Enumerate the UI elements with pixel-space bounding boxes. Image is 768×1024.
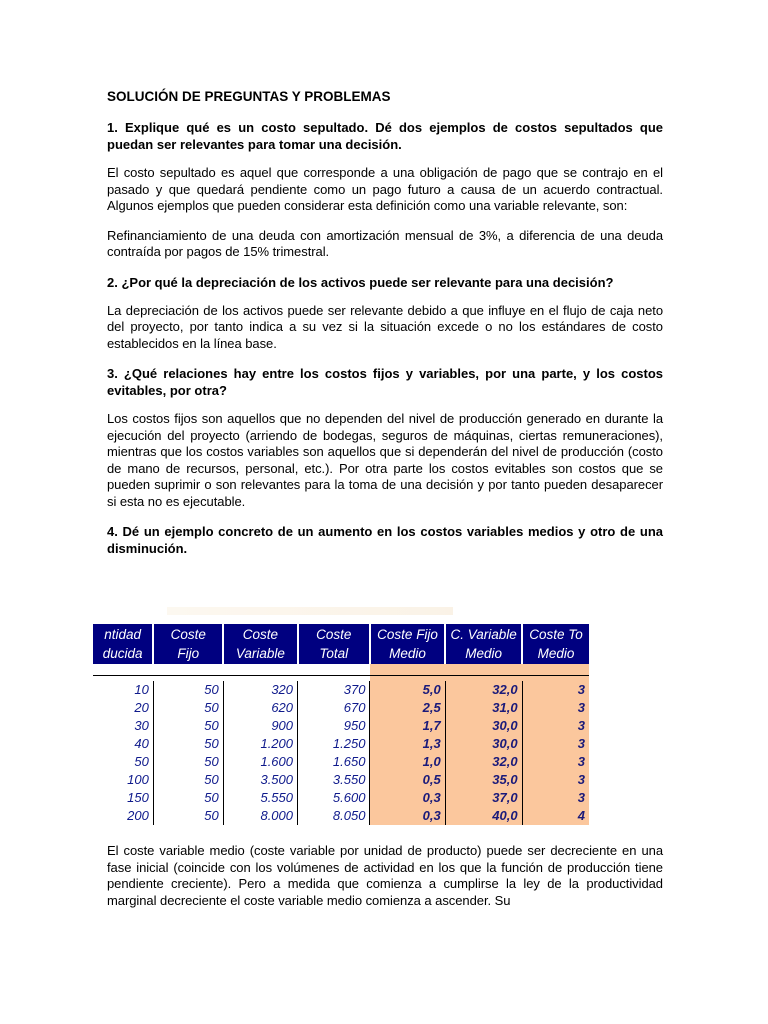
table-cell: 0,5 xyxy=(370,771,445,789)
table-cell: 3 xyxy=(522,699,589,717)
table-cell: 30,0 xyxy=(445,735,522,753)
answer-1-paragraph-2: Refinanciamiento de una deuda con amortización mensual de 3%, a diferencia de una deuda contraída por pagos de 15% trimestral. xyxy=(107,227,663,259)
table-cell: 620 xyxy=(223,699,297,717)
header-coste-total-medio: Coste To Medio xyxy=(522,624,589,664)
table-cell: 3.500 xyxy=(223,771,297,789)
table-row xyxy=(93,789,589,807)
table-cell: 3 xyxy=(522,717,589,735)
document-title: SOLUCIÓN DE PREGUNTAS Y PROBLEMAS xyxy=(107,89,391,104)
answer-4: El coste variable medio (coste variable por unidad de producto) puede ser decreciente en una fase inicial (coincide con los volúmenes de actividad en los que la función de producción tiene pendiente creciente). Pero a medida que comienza a cumplirse la ley de la productividad marginal decreciente el coste variable medio comienza a ascender. Su xyxy=(107,843,663,908)
table-cell: 50 xyxy=(153,681,223,699)
table-cell: 3 xyxy=(522,789,589,807)
table-cell: 1.200 xyxy=(223,735,297,753)
table-cell: 50 xyxy=(93,753,153,771)
table-cell: 1,7 xyxy=(370,717,445,735)
question-2: 2. ¿Por qué la depreciación de los activos puede ser relevante para una decisión? xyxy=(107,274,614,290)
table-row xyxy=(93,717,589,735)
table-cell: 40 xyxy=(93,735,153,753)
table-cell: 2,5 xyxy=(370,699,445,717)
table-cell: 50 xyxy=(153,753,223,771)
table-cell: 50 xyxy=(153,699,223,717)
table-cell: 3.550 xyxy=(298,771,370,789)
table-cell: 35,0 xyxy=(445,771,522,789)
table-row xyxy=(93,771,589,789)
table-cell: 31,0 xyxy=(445,699,522,717)
table-cell: 3 xyxy=(522,771,589,789)
table-cell: 0,3 xyxy=(370,807,445,825)
table-cell: 1.250 xyxy=(298,735,370,753)
table-cell: 50 xyxy=(153,771,223,789)
table-cell: 370 xyxy=(298,681,370,699)
table-cell: 50 xyxy=(153,789,223,807)
header-coste-variable: Coste Variable xyxy=(223,624,297,664)
table-cell: 100 xyxy=(93,771,153,789)
table-cell: 30,0 xyxy=(445,717,522,735)
table-cell: 1.600 xyxy=(223,753,297,771)
table-row xyxy=(93,753,589,771)
question-1: 1. Explique qué es un costo sepultado. Dé dos ejemplos de costos sepultados que puedan ser relevantes para tomar una decisión. xyxy=(107,120,663,152)
table-cell: 3 xyxy=(522,735,589,753)
table-cell: 50 xyxy=(153,735,223,753)
table-cell: 32,0 xyxy=(445,681,522,699)
table-cell: 10 xyxy=(93,681,153,699)
cost-table xyxy=(93,624,589,825)
table-row xyxy=(93,699,589,717)
document-body xyxy=(107,88,663,569)
table-cell: 30 xyxy=(93,717,153,735)
table-row xyxy=(93,807,589,825)
table-cell: 1.650 xyxy=(298,753,370,771)
answer-3: Los costos fijos son aquellos que no dependen del nivel de producción generado en durante la ejecución del proyecto (arriendo de bodegas, seguros de máquinas, ciertas remuneraciones), mientras que los costos variables son aquellos que si dependerán del nivel de producción (costo de mano de recursos, personal, etc.). Por otra parte los costos evitables son costos que se pueden suprimir o son relevantes para la toma de una decisión y por tanto pueden desaparecer si esta no es ejecutable. xyxy=(107,411,663,509)
table-cell: 50 xyxy=(153,717,223,735)
table-cell: 1,3 xyxy=(370,735,445,753)
table-cell: 20 xyxy=(93,699,153,717)
table-cell: 670 xyxy=(298,699,370,717)
header-coste-variable-medio: C. Variable Medio xyxy=(445,624,522,664)
table-cell: 8.050 xyxy=(298,807,370,825)
table-cell: 8.000 xyxy=(223,807,297,825)
table-cell: 5,0 xyxy=(370,681,445,699)
table-cell: 32,0 xyxy=(445,753,522,771)
header-cantidad: ntidad ducida xyxy=(93,624,153,664)
table-cell: 4 xyxy=(522,807,589,825)
table-row xyxy=(93,681,589,699)
table-header-row xyxy=(93,624,589,664)
header-coste-fijo-medio: Coste Fijo Medio xyxy=(370,624,445,664)
table-cell: 37,0 xyxy=(445,789,522,807)
table-cell: 50 xyxy=(153,807,223,825)
question-4: 4. Dé un ejemplo concreto de un aumento en los costos variables medios y otro de una disminución. xyxy=(107,524,663,556)
table-cell: 40,0 xyxy=(445,807,522,825)
table-cell: 950 xyxy=(298,717,370,735)
question-3: 3. ¿Qué relaciones hay entre los costos fijos y variables, por una parte, y los costos evitables, por otra? xyxy=(107,366,663,398)
answer-1-paragraph-1: El costo sepultado es aquel que corresponde a una obligación de pago que se contrajo en el pasado y que quedará pendiente como un pago futuro a causa de un acuerdo contractual. Algunos ejemplos que pueden considerar esta definición como una variable relevante, son: xyxy=(107,165,663,213)
answer-2: La depreciación de los activos puede ser relevante debido a que influye en el flujo de caja neto del proyecto, por tanto indica a su vez si la situación excede o no los estándares de costo establecidos en la línea base. xyxy=(107,302,663,351)
header-coste-fijo: Coste Fijo xyxy=(153,624,223,664)
table-cell: 0,3 xyxy=(370,789,445,807)
table-cell: 1,0 xyxy=(370,753,445,771)
table-cell: 5.600 xyxy=(298,789,370,807)
table-cell: 200 xyxy=(93,807,153,825)
table-top-decoration xyxy=(167,607,453,615)
table-cell: 320 xyxy=(223,681,297,699)
cost-table-image xyxy=(102,624,603,823)
document-body-continued xyxy=(107,843,663,922)
table-cell: 900 xyxy=(223,717,297,735)
table-cell: 3 xyxy=(522,681,589,699)
table-cell: 3 xyxy=(522,753,589,771)
table-cell: 150 xyxy=(93,789,153,807)
table-row xyxy=(93,735,589,753)
table-spacer xyxy=(93,664,589,676)
header-coste-total: Coste Total xyxy=(298,624,370,664)
table-cell: 5.550 xyxy=(223,789,297,807)
